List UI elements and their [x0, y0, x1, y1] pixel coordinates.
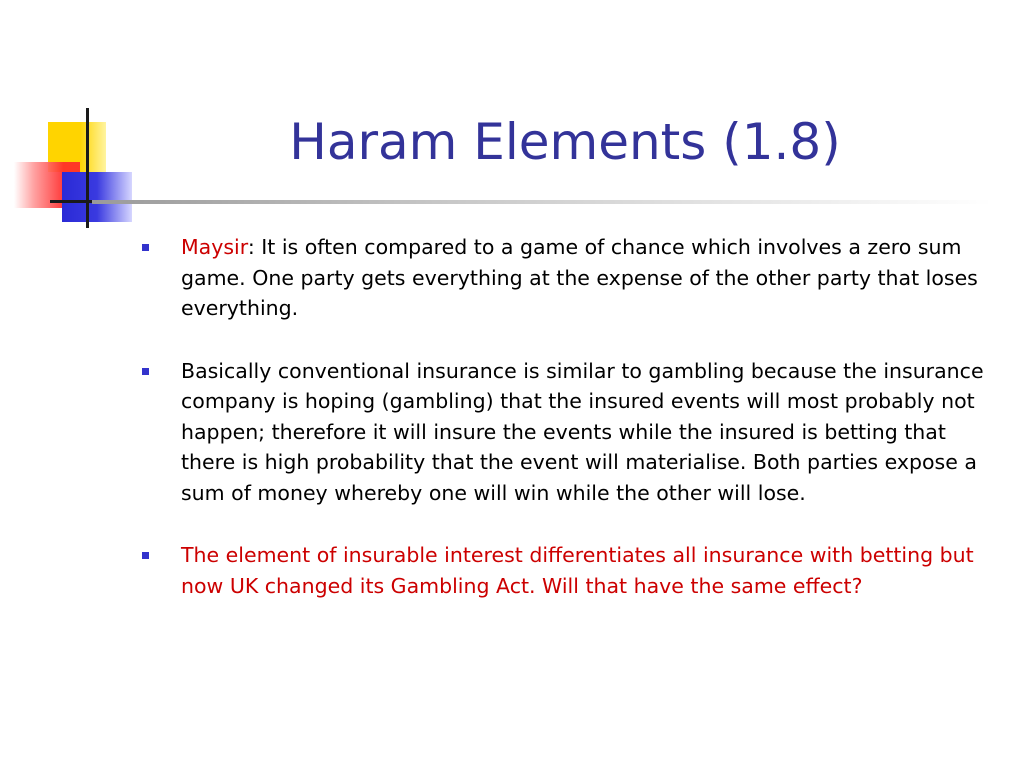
- square-bullet-icon: [142, 552, 149, 559]
- corner-decoration-graphic: [0, 0, 140, 240]
- bullet-item-conventional-insurance: [142, 356, 997, 509]
- bullet-item-insurable-interest: [142, 540, 997, 601]
- decoration-vertical-line: [86, 108, 89, 228]
- square-bullet-icon: [142, 368, 149, 375]
- title-underline-rule: [92, 200, 992, 204]
- slide-title: Haram Elements (1.8): [289, 113, 841, 171]
- bullet-list: [142, 232, 997, 633]
- bullet-item-maysir: [142, 232, 997, 324]
- maysir-definition: : It is often compared to a game of chance which involves a zero sum game. One party gets everything at the expense of the other party that loses everything.: [181, 235, 978, 320]
- square-bullet-icon: [142, 244, 149, 251]
- blue-square-shape: [62, 172, 132, 222]
- insurable-interest-text: The element of insurable interest differentiates all insurance with betting but now UK changed its Gambling Act. Will that have the same effect?: [181, 543, 974, 598]
- maysir-term: Maysir: [181, 235, 248, 259]
- conventional-insurance-text: Basically conventional insurance is similar to gambling because the insurance company is hoping (gambling) that the insured events will most probably not happen; therefore it will insure the events while the insured is betting that there is high probability that the event will materialise. Both parties expose a sum of money whereby one will win while the other will lose.: [181, 358, 984, 505]
